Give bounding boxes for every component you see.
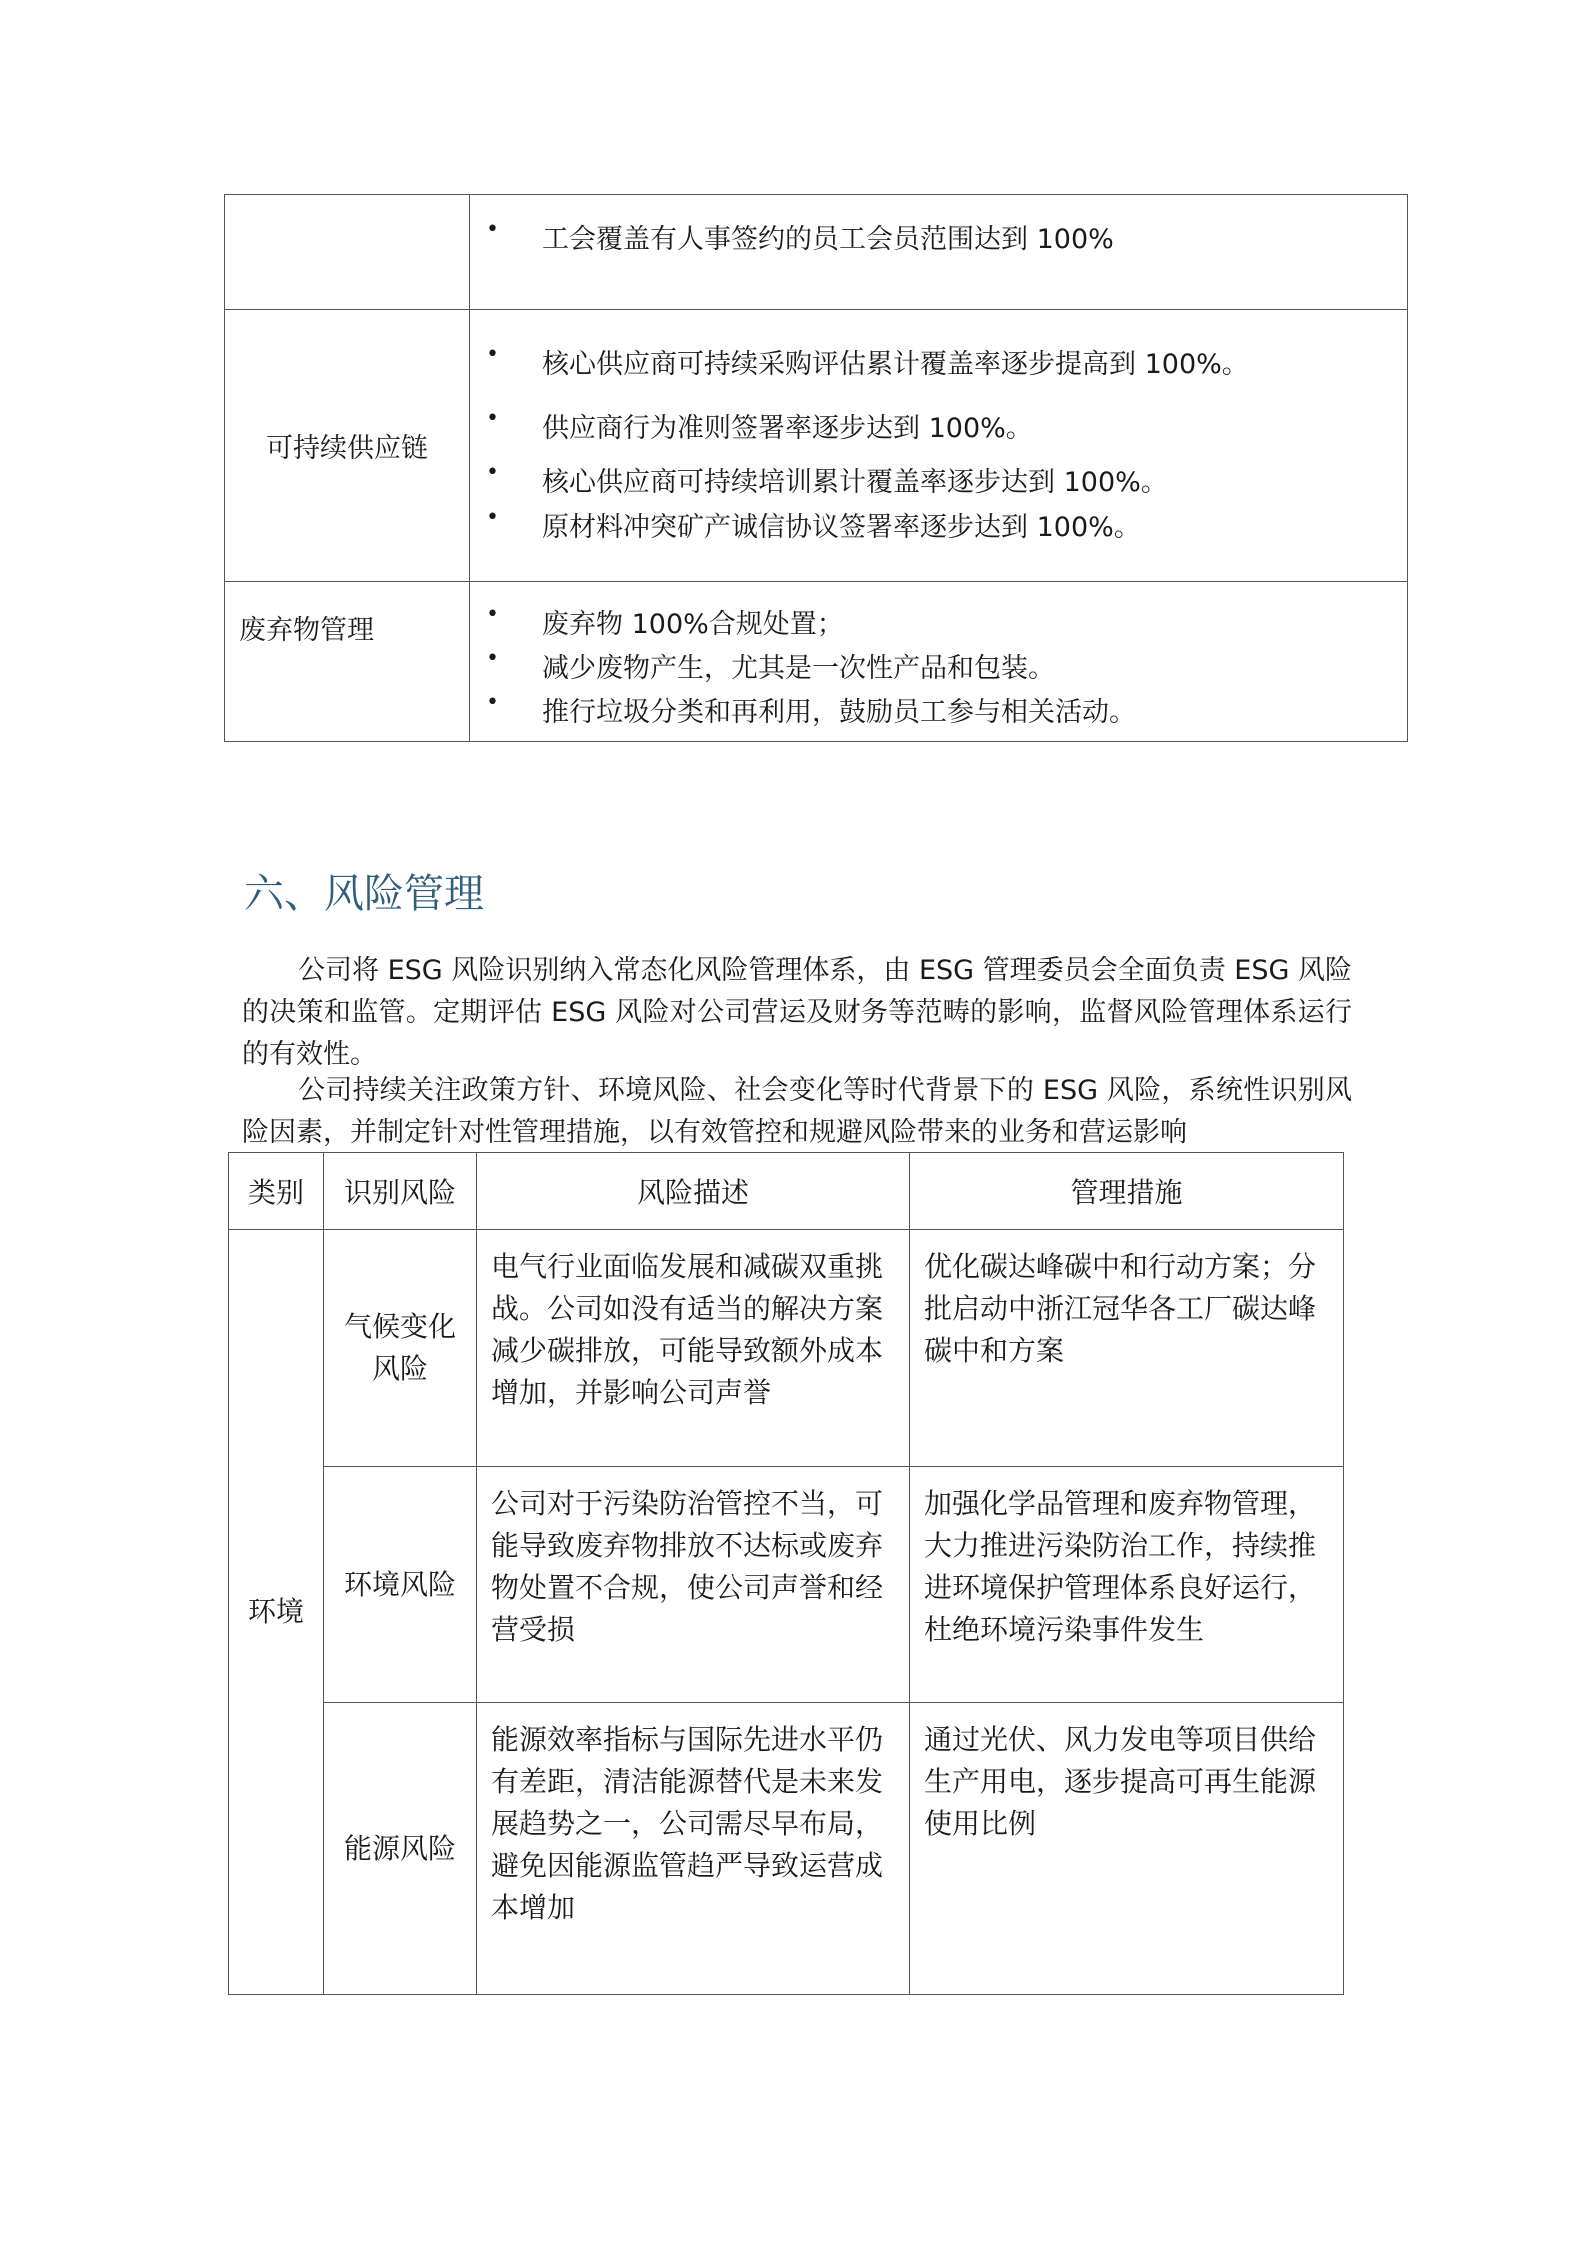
items-cell [470,582,1408,742]
list-item: • 工会覆盖有人事签约的员工会员范围达到 100% [470,217,1407,256]
description-cell: 能源效率指标与国际先进水平仍有差距，清洁能源替代是未来发展趋势之一，公司需尽早布局，避免因能源监管趋严导致运营成本增加 [477,1703,910,1995]
paragraph: 公司持续关注政策方针、环境风险、社会变化等时代背景下的 ESG 风险，系统性识别风险因素，并制定针对性管理措施，以有效管控和规避风险带来的业务和营运影响 [242,1075,1352,1148]
list-item: • 废弃物 100%合规处置； [470,602,1407,646]
risk-cell: 能源风险 [324,1703,477,1995]
table-row [225,582,1408,742]
list-item: • 核心供应商可持续采购评估累计覆盖率逐步提高到 100%。 [470,342,1407,406]
table-row [229,1230,1344,1467]
category-cell: 可持续供应链 [225,310,470,582]
description-cell: 公司对于污染防治管控不当，可能导致废弃物排放不达标或废弃物处置不合规，使公司声誉和经营受损 [477,1467,910,1703]
measures-cell: 优化碳达峰碳中和行动方案；分批启动中浙江冠华各工厂碳达峰碳中和方案 [910,1230,1344,1467]
description-cell: 电气行业面临发展和减碳双重挑战。公司如没有适当的解决方案减少碳排放，可能导致额外成本增加，并影响公司声誉 [477,1230,910,1467]
risk-cell: 气候变化风险 [324,1230,477,1467]
goals-table [224,194,1408,742]
table-row [229,1703,1344,1995]
list-item: • 核心供应商可持续培训累计覆盖率逐步达到 100%。 [470,460,1407,505]
category-cell: 环境 [229,1230,324,1995]
risk-cell: 环境风险 [324,1467,477,1703]
table-row [229,1467,1344,1703]
list-item: • 推行垃圾分类和再利用，鼓励员工参与相关活动。 [470,690,1407,734]
list-item: • 减少废物产生，尤其是一次性产品和包装。 [470,646,1407,690]
measures-cell: 加强化学品管理和废弃物管理，大力推进污染防治工作，持续推进环境保护管理体系良好运行，杜绝环境污染事件发生 [910,1467,1344,1703]
header-measures: 管理措施 [910,1153,1344,1230]
header-category: 类别 [229,1153,324,1230]
list-item: • 原材料冲突矿产诚信协议签署率逐步达到 100%。 [470,505,1407,550]
paragraph: 公司将 ESG 风险识别纳入常态化风险管理体系，由 ESG 管理委员会全面负责 ESG 风险的决策和监管。定期评估 ESG 风险对公司营运及财务等范畴的影响，监督风险管理体系运行的有效性。 [242,955,1352,1070]
category-cell [225,195,470,310]
measures-cell: 通过光伏、风力发电等项目供给生产用电，逐步提高可再生能源使用比例 [910,1703,1344,1995]
table-header-row [229,1153,1344,1230]
table-row [225,310,1408,582]
category-cell: 废弃物管理 [225,582,470,742]
items-cell [470,310,1408,582]
risk-table [228,1152,1344,1995]
table-row [225,195,1408,310]
header-risk: 识别风险 [324,1153,477,1230]
header-description: 风险描述 [477,1153,910,1230]
list-item: • 供应商行为准则签署率逐步达到 100%。 [470,406,1407,460]
items-cell [470,195,1408,310]
section-heading: 六、风险管理 [244,871,484,917]
